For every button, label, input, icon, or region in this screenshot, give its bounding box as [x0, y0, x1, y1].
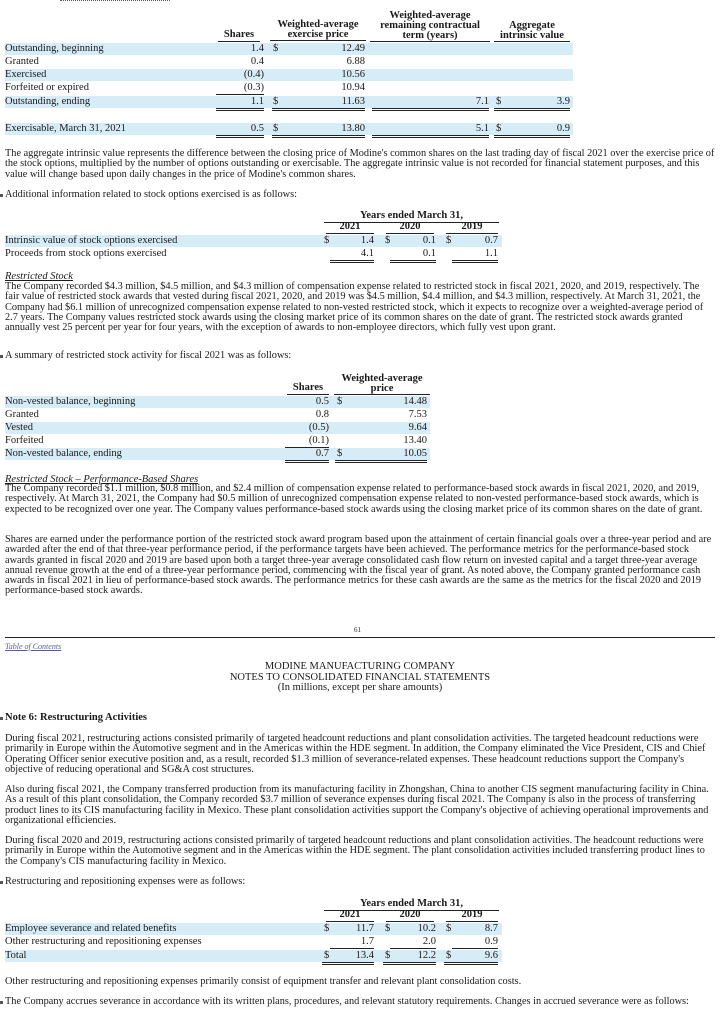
currency-sign: $ [496, 96, 502, 107]
currency-sign: $ [496, 123, 502, 134]
col-header-wavg-term: Weighted-average remaining contractual term (years) [370, 11, 490, 42]
page-divider [5, 637, 715, 638]
paragraph-note6-3: During fiscal 2020 and 2019, restructuring actions consisted primarily of targeted headcount reductions and plant consolidation activities. The headcount reductions were primarily in Europe within the Automotive segment and in the Americas within the HDE segment. The plant consolidation activities included transferring product lines to the Company's CIS manufacturing facility in Mexico. [5, 835, 705, 867]
cell-value: 9.6 [444, 951, 498, 965]
row-label: Outstanding, beginning [5, 43, 104, 54]
cell-value: 0.1 [422, 235, 436, 246]
currency-sign: $ [337, 448, 343, 459]
cell-shares: (0.1) [285, 436, 329, 448]
cell-shares: 0.4 [250, 56, 264, 67]
cell-value: 1.1 [452, 249, 498, 263]
cell-price: 11.63 [272, 97, 365, 111]
currency-sign: $ [446, 950, 452, 961]
row-label: Exercised [5, 69, 47, 80]
col-header-year: 2019 [446, 222, 498, 234]
col-header-year: 2021 [326, 222, 374, 234]
cell-shares: 0.5 [216, 124, 264, 138]
cell-value: 2.0 [390, 937, 436, 949]
paragraph-note6-1: During fiscal 2021, restructuring actions consisted primarily of targeted headcount reductions and plant consolidation activities. The targeted headcount reductions were primarily in Europe within the Automotive segment and in the Americas within the HDE segment. In addition, the Company eliminated the Vice President, CIS and Chief Operating Officer senior executive position and, as a result, recorded $1.3 million of severance-related expenses. These headcount reductions support the Company's objective of reducing operational and SG&A cost structures. [5, 733, 706, 775]
paragraph-restricted-stock: The Company recorded $4.3 million, $4.5 million, and $4.3 million of compensation expense related to restricted stock in fiscal 2021, 2020, and 2019, respectively. The fair value of restricted stock awards that vested during fiscal 2021, 2020, and 2019 was $4.5 million, $4.4 million, and $4.3 million, respectively. At March 31, 2021, the Company had $6.1 million of unrecognized compensation expense related to non-vested restricted stock, which it expects to recognize over a weighted-average period of 2.7 years. The Company values restricted stock awards using the closing market price of its common shares on the date of grant. The restricted stock awards granted annually vest 25 percent per year for four years, with the exception of awards to non-employee directors, which fully vest upon grant. [5, 281, 704, 334]
currency-sign: $ [337, 396, 343, 407]
cell-value: 10.2 [417, 923, 436, 934]
row-label: Total [5, 950, 27, 961]
cell-price: 10.94 [341, 82, 365, 93]
section-title-restricted-stock: Restricted Stock [5, 271, 73, 282]
row-label: Other restructuring and repositioning expenses [5, 936, 202, 947]
row-label: Proceeds from stock options exercised [5, 248, 167, 259]
section-marker [0, 717, 3, 720]
paragraph-performance-1: The Company recorded $1.1 million, $0.8 million, and $2.4 million of compensation expense related to performance-based stock awards in fiscal 2021, 2020, and 2019, respectively. At March 31, 2021, the Company had $0.5 million of unrecognized compensation expense related to non-vested performance-based stock awards, which is expected to be recognized over one year. The Company values performance-based stock awards using the closing market price of its common shares on the date of grant. [5, 483, 703, 515]
cell-shares: 1.4 [250, 43, 264, 54]
col-header-aggregate: Aggregate intrinsic value [494, 21, 570, 42]
page-number: 61 [354, 626, 361, 634]
cell-aggregate: 0.9 [494, 124, 570, 138]
cell-price: 6.88 [346, 56, 365, 67]
currency-sign: $ [324, 235, 330, 246]
cell-value: 0.7 [484, 235, 498, 246]
row-label: Forfeited or expired [5, 82, 89, 93]
company-header: MODINE MANUFACTURING COMPANY NOTES TO CONSOLIDATED FINANCIAL STATEMENTS (In millions, except per share amounts) [229, 661, 491, 693]
row-label: Granted [5, 409, 39, 420]
col-header-year: 2021 [326, 910, 374, 922]
currency-sign: $ [446, 923, 452, 934]
cell-price: 7.53 [408, 409, 427, 420]
cell-price: 13.80 [272, 124, 365, 138]
cell-shares: (0.5) [308, 422, 329, 433]
col-header-shares: Shares [287, 383, 329, 395]
col-header-year: 2020 [386, 222, 434, 234]
currency-sign: $ [446, 235, 452, 246]
cell-value: 8.7 [484, 923, 498, 934]
section-marker [0, 881, 3, 884]
cell-shares: (0.3) [216, 83, 264, 95]
currency-sign: $ [385, 923, 391, 934]
paragraph-additional-info: Additional information related to stock options exercised is as follows: [5, 189, 297, 200]
paragraph-other-expenses: Other restructuring and repositioning expenses primarily consist of equipment transfer and relevant plant consolidation costs. [5, 976, 522, 987]
currency-sign: $ [273, 123, 279, 134]
cell-value: 0.1 [390, 249, 436, 263]
col-header-year: 2020 [386, 910, 434, 922]
paragraph-accrued-severance: The Company accrues severance in accordance with its written plans, procedures, and relevant statutory requirements. Changes in accrued severance were as follows: [5, 996, 689, 1007]
col-header-year: 2019 [446, 910, 498, 922]
cell-price: 10.56 [341, 69, 365, 80]
cell-shares: 0.7 [285, 449, 329, 463]
currency-sign: $ [385, 235, 391, 246]
cell-price: 12.49 [341, 43, 365, 54]
note-6-title: Note 6: Restructuring Activities [5, 712, 148, 723]
row-label: Outstanding, ending [5, 96, 91, 107]
section-marker [0, 355, 3, 358]
col-header-years: Years ended March 31, [324, 899, 499, 911]
cell-price: 10.05 [335, 449, 427, 463]
paragraph-intrinsic-value: The aggregate intrinsic value represents the difference between the closing price of Modine's common shares on the last trading day of fiscal 2021 over the exercise price of the stock options, multiplied by the number of options outstanding or exercisable. The aggregate intrinsic value is not recorded for financial statement purposes, and this value will change based upon daily changes in the price of Modine's common shares. [5, 148, 715, 180]
table-of-contents-link[interactable]: Table of Contents [5, 642, 62, 651]
currency-sign: $ [324, 950, 330, 961]
currency-sign: $ [273, 96, 279, 107]
col-header-years: Years ended March 31, [324, 211, 499, 223]
currency-sign: $ [385, 950, 391, 961]
cell-value: 12.2 [383, 951, 436, 965]
cell-price: 9.64 [408, 422, 427, 433]
currency-sign: $ [324, 923, 330, 934]
paragraph-summary: A summary of restricted stock activity for fiscal 2021 was as follows: [5, 350, 292, 361]
cell-shares: (0.4) [243, 69, 264, 80]
cut-off-text [60, 0, 170, 3]
section-marker [0, 194, 3, 197]
section-title-performance-shares: Restricted Stock – Performance-Based Shares [5, 474, 199, 485]
row-label: Non-vested balance, beginning [5, 396, 136, 407]
cell-shares: 1.1 [216, 97, 264, 111]
row-label: Non-vested balance, ending [5, 448, 122, 459]
section-marker [0, 1001, 3, 1004]
row-label: Vested [5, 422, 33, 433]
row-label: Granted [5, 56, 39, 67]
row-label: Forfeited [5, 435, 44, 446]
currency-sign: $ [273, 43, 279, 54]
cell-term: 5.1 [372, 124, 489, 138]
cell-shares: 0.8 [315, 409, 329, 420]
cell-shares: 0.5 [315, 396, 329, 407]
cell-value: 1.4 [360, 235, 374, 246]
cell-value: 4.1 [330, 249, 374, 263]
paragraph-note6-2: Also during fiscal 2021, the Company transferred production from its manufacturing facility in Zhongshan, China to another CIS segment manufacturing facility in China. As a result of this plant consolidation, the Company recorded $3.7 million of severance expenses during fiscal 2021. The Company is also in the process of transferring product lines to its CIS manufacturing facility in Mexico. These plant consolidation activities support the Company's objective of achieving operational improvements and organizational efficiencies. [5, 784, 709, 826]
paragraph-note6-4: Restructuring and repositioning expenses were as follows: [5, 876, 246, 887]
cell-term: 7.1 [372, 97, 489, 111]
col-header-shares: Shares [218, 30, 260, 42]
cell-aggregate: 3.9 [494, 97, 570, 111]
paragraph-performance-2: Shares are earned under the performance portion of the restricted stock award program based upon the attainment of certain financial goals over a three-year period and are awarded after the end of that three-year performance period, if the performance targets have been achieved. The performance metrics for the performance-based stock awards granted in fiscal 2020 and 2019 are based upon both a target three-year average consolidated cash flow return on invested capital and a target three-year average annual revenue growth at the end of a three-year performance period, commencing with the fiscal year of grant. As noted above, the Company granted performance cash awards in fiscal 2021 in lieu of performance-based stock awards. The performance metrics for these cash awards are the same as the metrics for the fiscal 2020 and 2019 performance-based stock awards. [5, 534, 712, 597]
col-header-wavg-price: Weighted-average exercise price [270, 20, 366, 41]
cell-price: 14.48 [403, 396, 427, 407]
row-label: Intrinsic value of stock options exercised [5, 235, 178, 246]
cell-value: 13.4 [322, 951, 374, 965]
cell-price: 13.40 [403, 435, 427, 446]
row-label: Exercisable, March 31, 2021 [5, 123, 127, 134]
cell-value: 11.7 [356, 923, 374, 934]
row-label: Employee severance and related benefits [5, 923, 177, 934]
cell-value: 0.9 [452, 937, 498, 949]
col-header-wavg-price: Weighted-average price [334, 374, 430, 395]
cell-value: 1.7 [330, 937, 374, 949]
